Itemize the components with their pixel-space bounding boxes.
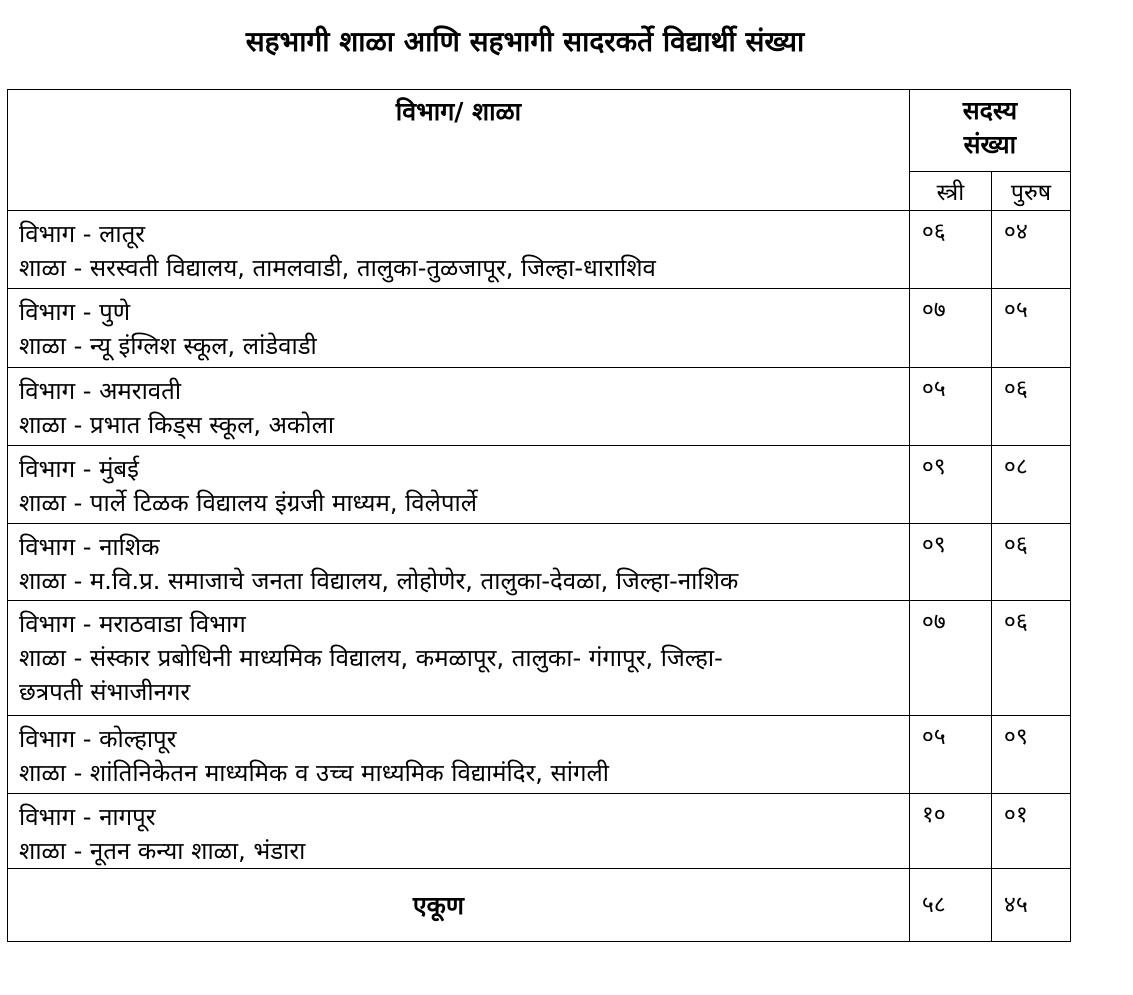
division-school-cell	[8, 601, 910, 716]
division-school-cell	[8, 524, 910, 601]
division-name: विभाग - मुंबई	[19, 455, 139, 483]
table-row	[8, 524, 1071, 601]
male-count: ०६	[991, 601, 1070, 716]
table-row	[8, 446, 1071, 524]
division-school-cell	[8, 794, 910, 869]
female-count: १०	[909, 794, 991, 869]
male-count: ०५	[991, 289, 1070, 368]
male-count: ०८	[991, 446, 1070, 524]
table-row	[8, 368, 1071, 446]
male-count: ०४	[991, 211, 1070, 289]
female-count: ०५	[909, 368, 991, 446]
table-row	[8, 211, 1071, 289]
table-header-row	[8, 90, 1071, 172]
female-count: ०९	[909, 446, 991, 524]
division-name: विभाग - अमरावती	[19, 377, 182, 405]
male-count: ०६	[991, 368, 1070, 446]
female-count: ०९	[909, 524, 991, 601]
division-school-cell	[8, 368, 910, 446]
division-school-cell	[8, 716, 910, 794]
division-school-cell	[8, 289, 910, 368]
division-name: विभाग - कोल्हापूर	[19, 725, 177, 753]
members-count-header	[909, 90, 1070, 172]
school-name: शाळा - सरस्वती विद्यालय, तामलवाडी, तालुका-तुळजापूर, जिल्हा-धाराशिव	[19, 254, 656, 282]
total-label: एकूण	[8, 869, 910, 942]
total-female-count: ५८	[909, 869, 991, 942]
participants-table	[7, 89, 1071, 942]
male-count: ०९	[991, 716, 1070, 794]
division-name: विभाग - पुणे	[19, 298, 131, 326]
division-name: विभाग - लातूर	[19, 220, 146, 248]
table-row	[8, 289, 1071, 368]
table-row	[8, 794, 1071, 869]
total-row	[8, 869, 1071, 942]
total-male-count: ४५	[991, 869, 1070, 942]
members-header-line2: संख्या	[963, 130, 1017, 159]
school-name-continued: छत्रपती संभाजीनगर	[19, 678, 191, 706]
division-name: विभाग - मराठवाडा विभाग	[19, 610, 246, 638]
female-count: ०७	[909, 289, 991, 368]
page-title: सहभागी शाळा आणि सहभागी सादरकर्ते विद्यार्थी संख्या	[245, 25, 805, 58]
male-count: ०६	[991, 524, 1070, 601]
female-count: ०५	[909, 716, 991, 794]
school-name: शाळा - संस्कार प्रबोधिनी माध्यमिक विद्यालय, कमळापूर, तालुका- गंगापूर, जिल्हा-	[19, 644, 723, 672]
male-header: पुरुष	[991, 171, 1070, 210]
members-header-line1: सदस्य	[962, 96, 1018, 125]
male-count: ०१	[991, 794, 1070, 869]
school-name: शाळा - म.वि.प्र. समाजाचे जनता विद्यालय, लोहोणेर, तालुका-देवळा, जिल्हा-नाशिक	[19, 567, 739, 595]
female-header: स्त्री	[909, 171, 991, 210]
school-name: शाळा - प्रभात किड्स स्कूल, अकोला	[19, 411, 335, 439]
female-count: ०७	[909, 601, 991, 716]
table-row	[8, 716, 1071, 794]
female-count: ०६	[909, 211, 991, 289]
school-name: शाळा - पार्ले टिळक विद्यालय इंग्रजी माध्यम, विलेपार्ले	[19, 489, 478, 517]
division-name: विभाग - नागपूर	[19, 803, 156, 831]
division-name: विभाग - नाशिक	[19, 533, 160, 561]
division-school-cell	[8, 446, 910, 524]
school-name: शाळा - शांतिनिकेतन माध्यमिक व उच्च माध्यमिक विद्यामंदिर, सांगली	[19, 759, 609, 787]
table-row	[8, 601, 1071, 716]
school-name: शाळा - नूतन कन्या शाळा, भंडारा	[19, 837, 306, 865]
division-school-header: विभाग/ शाळा	[8, 90, 910, 211]
school-name: शाळा - न्यू इंग्लिश स्कूल, लांडेवाडी	[19, 332, 317, 360]
division-school-cell	[8, 211, 910, 289]
